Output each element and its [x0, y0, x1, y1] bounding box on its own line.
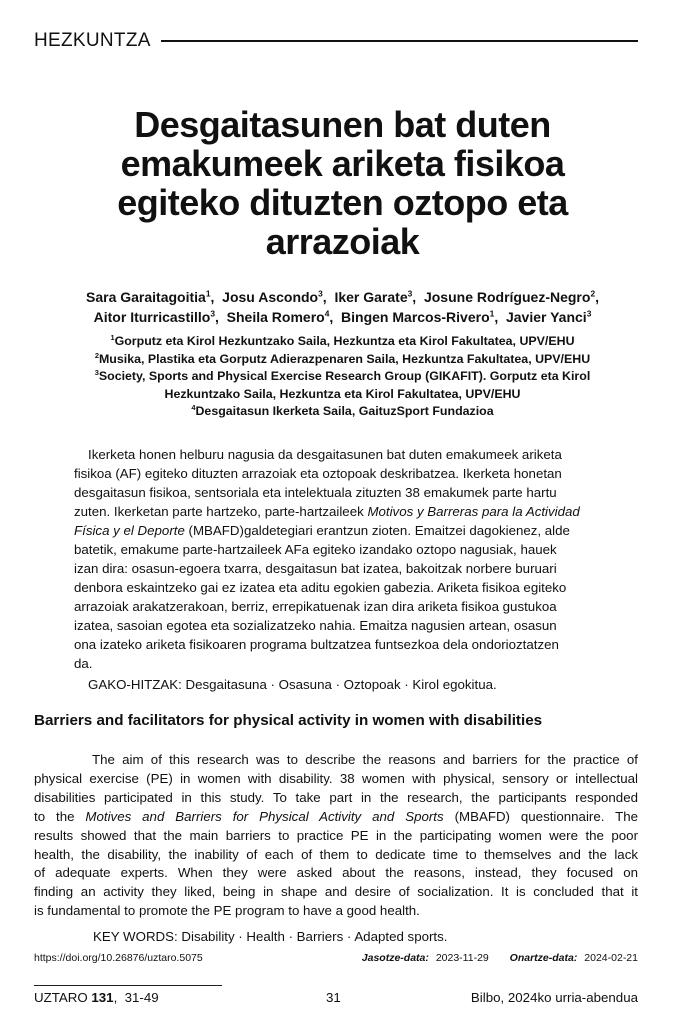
- footer-rule: [34, 985, 222, 986]
- author-separator: ,: [412, 289, 421, 305]
- abstract-basque: [74, 445, 614, 673]
- article-dates: [362, 952, 638, 964]
- author-affiliation-mark: 1: [205, 288, 211, 299]
- abstract-line: denbora eskaintzeko gai ez izatea eta aditu egokien gabezia. Ariketa fisikoa egiteko: [74, 580, 567, 595]
- journal-volume: 131: [91, 990, 114, 1005]
- section-label: HEZKUNTZA: [34, 30, 151, 51]
- questionnaire-title: Motives and Barriers for Physical Activity and Sports: [85, 808, 444, 824]
- page-footer: [34, 990, 638, 1008]
- author-affiliation-mark: 3: [586, 308, 592, 319]
- abstract-line: izatea, sasoian egotea eta sozializatzeko nahia. Emaitza nagusien artean, osasun: [74, 618, 557, 633]
- title-line: emakumeek ariketa fisikoa: [120, 143, 565, 184]
- affiliation: [30, 368, 655, 386]
- abstract-line: results showed that the main barriers to practice PE in the participating women were the poor: [34, 827, 638, 843]
- abstract-line: arrazoiak arakatzerakoan, berriz, errepikatuenak izan dira ariketa fisikoa gustukoa: [74, 599, 557, 614]
- abstract-line: ona izateko ariketa fisikoaren programa bultzatzea funtsezkoa dela ondorioztatzen: [74, 637, 559, 652]
- abstract-line: [34, 808, 638, 827]
- author-name: Sheila Romero: [226, 309, 325, 325]
- keywords-english: KEY WORDS: Disability · Health · Barriers · Adapted sports.: [93, 929, 448, 944]
- page-number: 31: [326, 990, 341, 1005]
- affiliation: [30, 333, 655, 351]
- abstract-line: Ikerketa honen helburu nagusia da desgaitasunen bat duten emakumeek ariketa: [88, 447, 562, 462]
- affiliation-text: Desgaitasun Ikerketa Saila, GaituzSport Fundazioa: [195, 404, 494, 419]
- journal-issue: Bilbo, 2024ko urria-abendua: [470, 990, 638, 1005]
- affiliation-number: 2: [94, 350, 99, 360]
- english-title: Barriers and facilitators for physical activity in women with disabilities: [34, 712, 543, 729]
- title-line: arrazoiak: [265, 221, 420, 262]
- author-separator: ,: [210, 289, 219, 305]
- abstract-line: [74, 521, 614, 540]
- author-list: [30, 287, 655, 327]
- author-line: [30, 307, 655, 327]
- affiliation-text: Musika, Plastika eta Gorputz Adierazpenaren Saila, Hezkuntza Fakultatea, UPV/EHU: [98, 351, 591, 366]
- affiliation: [30, 403, 655, 421]
- title-line: Desgaitasunen bat duten: [134, 104, 551, 145]
- article-title: [60, 105, 625, 261]
- affiliation-text: Society, Sports and Physical Exercise Research Group (GIKAFIT). Gorputz eta Kirol: [98, 369, 591, 384]
- author-affiliation-mark: 3: [407, 288, 413, 299]
- author-separator: ,: [595, 289, 599, 305]
- accepted-date: 2024-02-21: [584, 952, 638, 964]
- affiliation-text: Gorputz eta Kirol Hezkuntzako Saila, Hezkuntza eta Kirol Fakultatea, UPV/EHU: [114, 334, 575, 348]
- abstract-line: da.: [74, 656, 93, 671]
- author-name: Javier Yanci: [505, 309, 587, 325]
- abstract-line: physical exercise (PE) in women with disability. 38 women with physical, sensory or intellectual: [34, 770, 638, 786]
- abstract-line: desgaitasun fisikoa, sentsoriala eta intelektuala zituzten 38 emakumek parte hartu: [74, 485, 557, 500]
- abstract-english: [34, 751, 638, 921]
- author-separator: ,: [494, 309, 503, 325]
- accepted-label: Onartze-data:: [509, 952, 578, 964]
- abstract-line: of adequate experts. When they were asked about the reasons, instead, they focused on: [34, 865, 638, 881]
- abstract-line: health, the disability, the inability of each of them to dedicate time to themselves and the lack: [34, 846, 638, 862]
- affiliation-list: [30, 333, 655, 421]
- author-affiliation-mark: 2: [590, 288, 596, 299]
- keywords-basque: GAKO-HITZAK: Desgaitasuna · Osasuna · Oztopoak · Kirol egokitua.: [88, 677, 497, 692]
- abstract-line: [74, 502, 614, 521]
- questionnaire-title: Física y el Deporte: [74, 523, 185, 538]
- affiliation: [30, 386, 655, 404]
- received-label: Jasotze-data:: [361, 952, 429, 964]
- section-header: [34, 30, 638, 52]
- abstract-text: to the: [34, 808, 86, 824]
- abstract-text: (MBAFD) questionnaire. The: [443, 808, 639, 824]
- abstract-line: disabilities participated in this study. To take part in the research, the participants responded: [34, 789, 638, 805]
- author-name: Sara Garaitagoitia: [86, 289, 206, 305]
- author-affiliation-mark: 3: [210, 308, 215, 319]
- questionnaire-title: Motivos y Barreras para la Actividad: [367, 504, 580, 519]
- author-name: Bingen Marcos-Rivero: [341, 309, 490, 325]
- author-line: [30, 287, 655, 307]
- abstract-line: is fundamental to promote the PE program to have a good health.: [34, 903, 420, 919]
- author-affiliation-mark: 3: [318, 288, 323, 299]
- title-line: egiteko dituzten oztopo eta: [117, 182, 568, 223]
- received-date: 2023-11-29: [435, 952, 489, 964]
- abstract-line: The aim of this research was to describe the reasons and barriers for the practice of: [92, 752, 638, 767]
- abstract-line: finding an activity they liked, being in shape and desire of socialization. It is concluded that it: [34, 884, 638, 900]
- author-name: Josune Rodríguez-Negro: [423, 289, 591, 305]
- author-name: Iker Garate: [334, 289, 408, 305]
- author-affiliation-mark: 1: [489, 308, 495, 319]
- affiliation-number: 1: [110, 332, 115, 342]
- abstract-line: batetik, emakume parte-hartzaileek AFa egiteko izandako oztopo nagusiak, hauek: [74, 542, 557, 557]
- affiliation-number: 4: [191, 403, 196, 413]
- abstract-text: zuten. Ikerketan parte hartzeko, parte-hartzaileek: [74, 504, 368, 519]
- author-separator: ,: [215, 309, 223, 325]
- article-meta: [34, 952, 638, 966]
- abstract-line: fisikoa (AF) egiteko dituzten arrazoiak eta oztopoak deskribatzea. Ikerketa honetan: [74, 466, 562, 481]
- author-affiliation-mark: 4: [324, 308, 330, 319]
- abstract-line: izan dira: osasun-egoera txarra, desgaitasun bat izatea, bakoitzak norbere buruari: [74, 561, 557, 576]
- journal-name: UZTARO: [34, 990, 92, 1005]
- author-name: Josu Ascondo: [222, 289, 319, 305]
- affiliation: [30, 351, 655, 369]
- author-name: Aitor Iturricastillo: [93, 309, 211, 325]
- affiliation-text: Hezkuntzako Saila, Hezkuntza eta Kirol Fakultatea, UPV/EHU: [164, 386, 521, 401]
- journal-citation: [34, 990, 159, 1005]
- author-separator: ,: [322, 289, 331, 305]
- journal-pages: , 31-49: [113, 990, 159, 1005]
- author-separator: ,: [329, 309, 338, 325]
- doi-link[interactable]: https://doi.org/10.26876/uztaro.5075: [34, 952, 203, 964]
- affiliation-number: 3: [94, 368, 99, 378]
- header-rule: [161, 40, 638, 42]
- abstract-text: (MBAFD)galdetegiari erantzun zioten. Emaitzei dagokienez, alde: [184, 523, 570, 538]
